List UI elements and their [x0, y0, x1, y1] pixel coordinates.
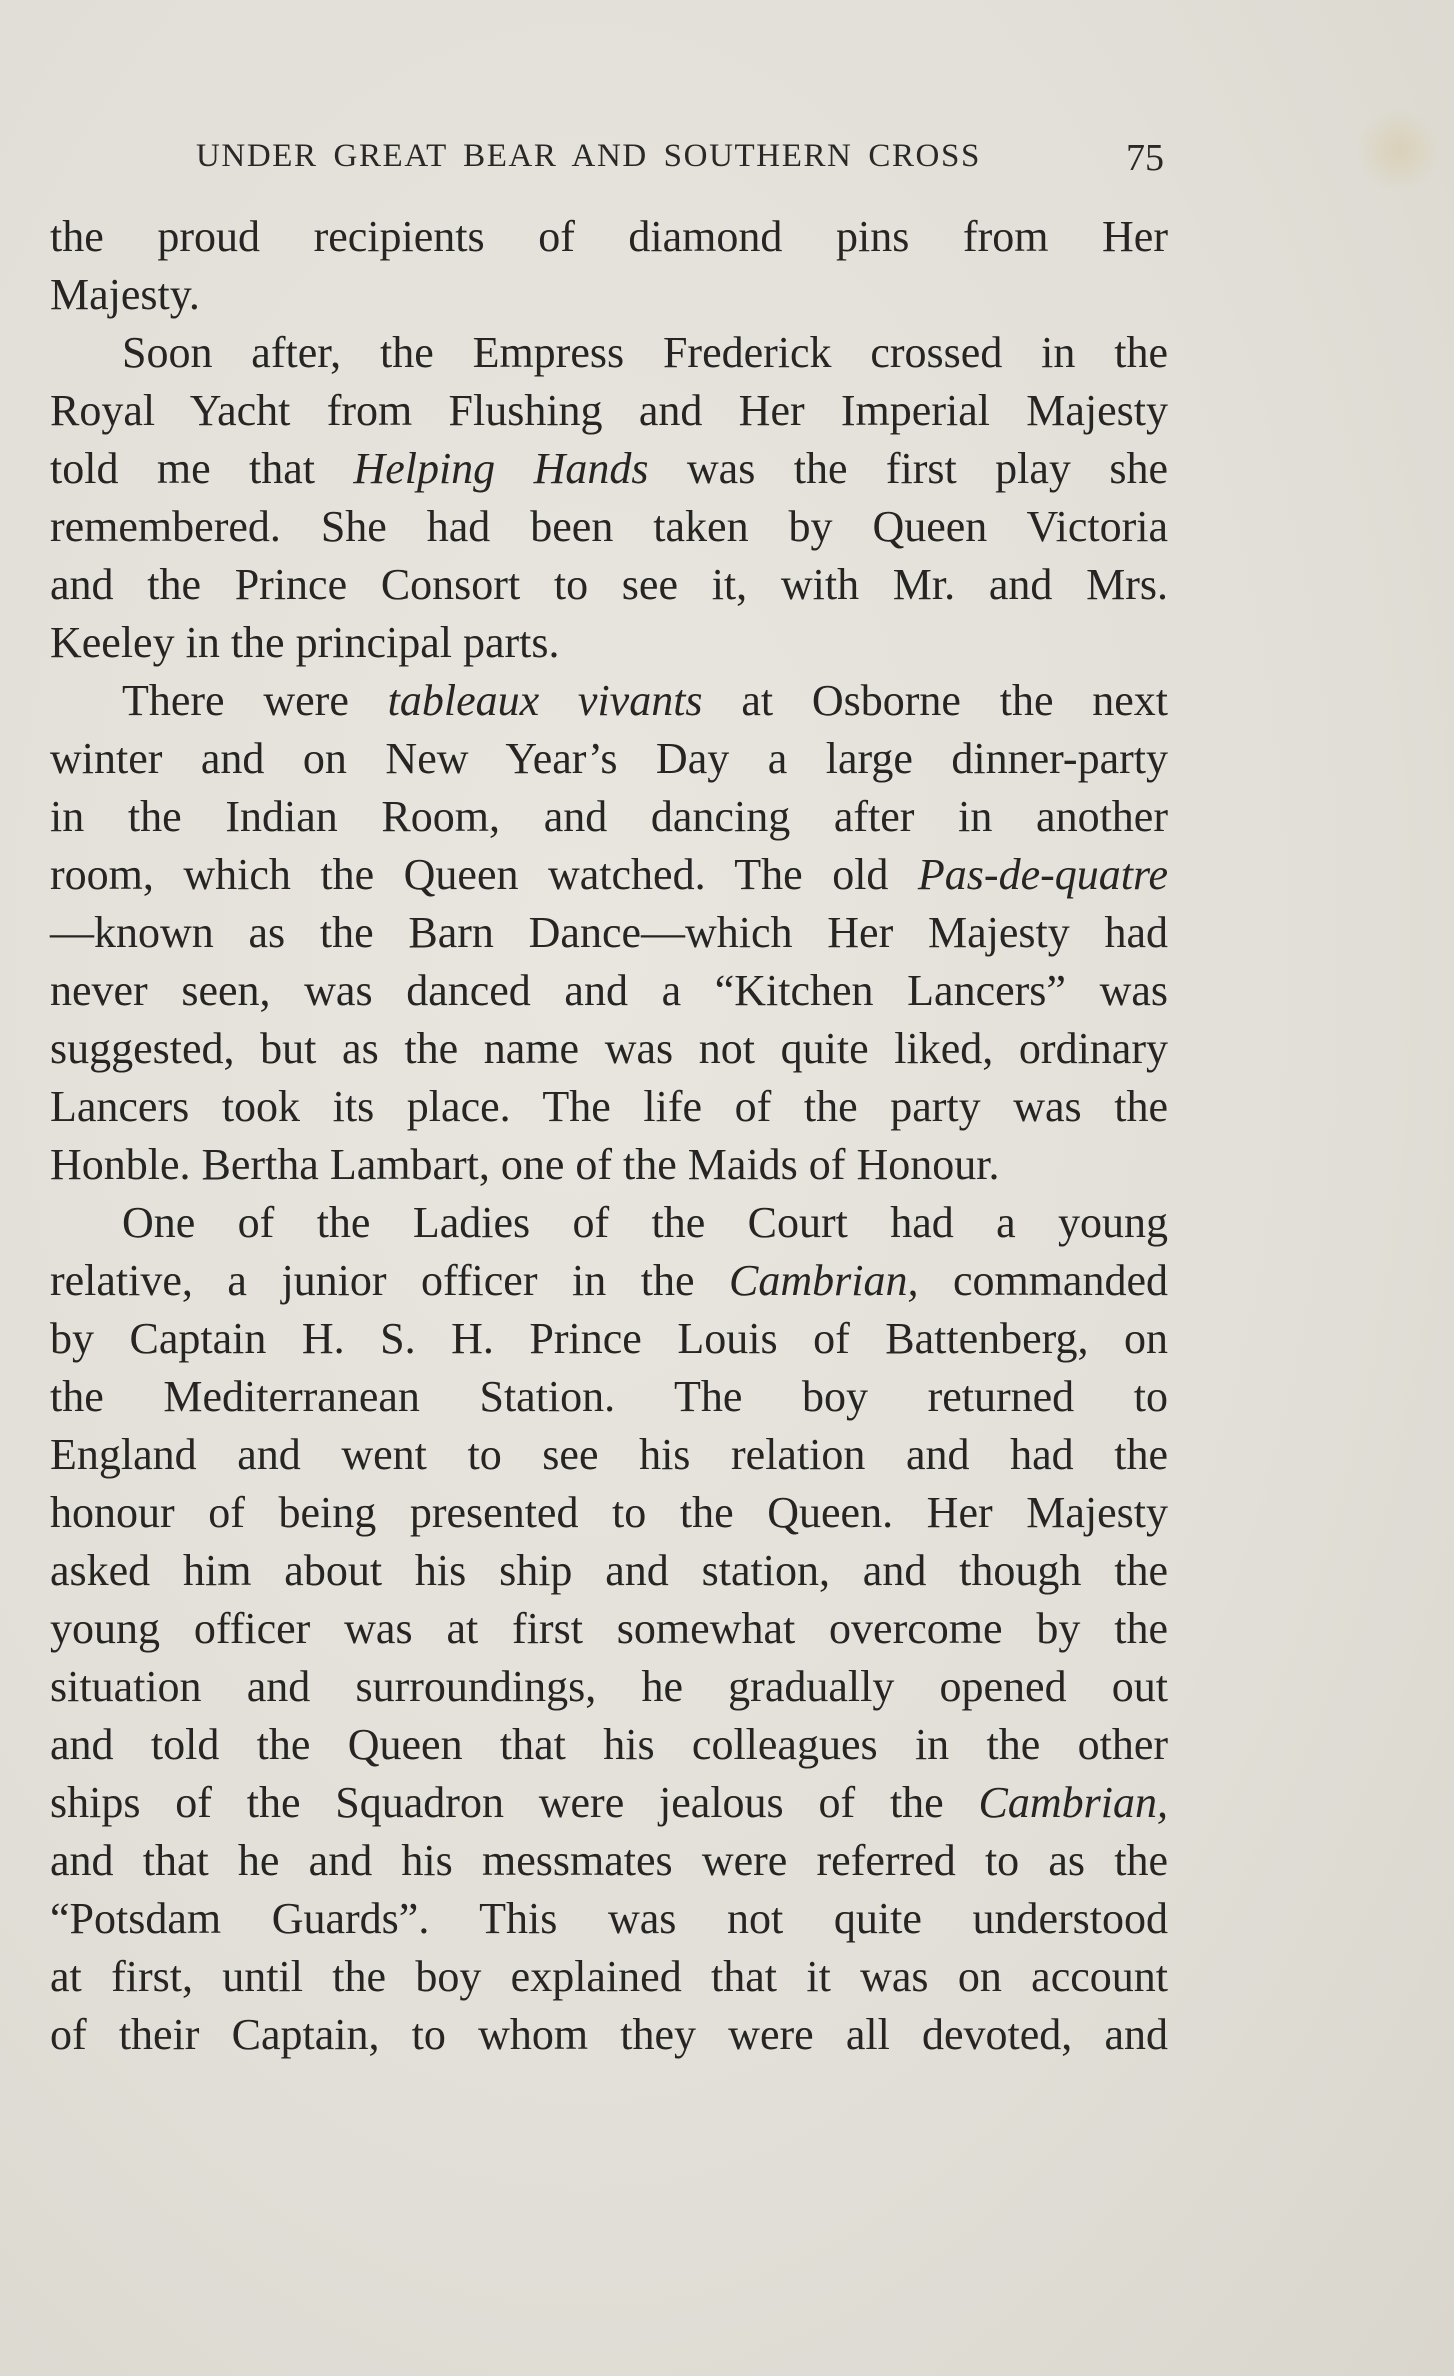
text-line [50, 1020, 1168, 1078]
text-line [50, 1484, 1168, 1542]
text-segment: in the Indian Room, and dancing after in another [50, 792, 1168, 841]
text-line [50, 1600, 1168, 1658]
text-segment: Keeley in the principal parts. [50, 618, 560, 667]
body-text [50, 208, 1168, 2064]
text-segment: by Captain H. S. H. Prince Louis of Battenberg, on [50, 1314, 1168, 1363]
text-line [50, 1716, 1168, 1774]
italic-text: Cambrian, [978, 1778, 1168, 1827]
text-line [50, 846, 1168, 904]
text-line [50, 2006, 1168, 2064]
text-segment: at first, until the boy explained that it was on account [50, 1952, 1168, 2001]
text-segment: at Osborne the next [702, 676, 1169, 725]
text-segment: Royal Yacht from Flushing and Her Imperial Majesty [50, 386, 1168, 435]
text-line [50, 1542, 1168, 1600]
text-segment: England and went to see his relation and had the [50, 1430, 1168, 1479]
text-line [50, 1832, 1168, 1890]
paper-stain [1354, 110, 1444, 190]
text-line [50, 1194, 1168, 1252]
text-segment: and that he and his messmates were referred to as the [50, 1836, 1168, 1885]
text-segment: asked him about his ship and station, and though the [50, 1546, 1168, 1595]
text-line [50, 1252, 1168, 1310]
page-number: 75 [1126, 137, 1164, 179]
text-segment: young officer was at first somewhat overcome by the [50, 1604, 1168, 1653]
text-line [50, 672, 1168, 730]
text-line [50, 1426, 1168, 1484]
text-line [50, 1774, 1168, 1832]
text-segment: Majesty. [50, 270, 200, 319]
running-head [196, 138, 1164, 182]
text-line [50, 788, 1168, 846]
text-line [50, 440, 1168, 498]
text-segment: was the first play she [648, 444, 1168, 493]
text-segment: honour of being presented to the Queen. Her Majesty [50, 1488, 1168, 1537]
italic-text: Cambrian, [728, 1256, 919, 1305]
text-segment: situation and surroundings, he gradually opened out [50, 1662, 1168, 1711]
italic-text: Pas-de-quatre [917, 850, 1168, 899]
text-line [50, 1890, 1168, 1948]
text-segment: the Mediterranean Station. The boy returned to [50, 1372, 1168, 1421]
text-line [50, 1310, 1168, 1368]
text-segment: remembered. She had been taken by Queen Victoria [50, 502, 1168, 551]
text-segment: “Potsdam Guards”. This was not quite understood [50, 1894, 1168, 1943]
text-segment: and told the Queen that his colleagues in the other [50, 1720, 1168, 1769]
text-segment: suggested, but as the name was not quite liked, ordinary [50, 1024, 1168, 1073]
text-line [50, 324, 1168, 382]
text-line [50, 208, 1168, 266]
text-segment: —known as the Barn Dance—which Her Majesty had [50, 908, 1168, 957]
text-line [50, 382, 1168, 440]
text-segment: commanded [918, 1256, 1168, 1305]
text-segment: Honble. Bertha Lambart, one of the Maids of Honour. [50, 1140, 1000, 1189]
text-line [50, 556, 1168, 614]
text-segment: told me that [50, 444, 354, 493]
text-segment: One of the Ladies of the Court had a young [122, 1198, 1168, 1247]
text-line [50, 1136, 1168, 1194]
text-segment: ships of the Squadron were jealous of the [50, 1778, 979, 1827]
text-line [50, 266, 1168, 324]
text-line [50, 1948, 1168, 2006]
text-line [50, 1078, 1168, 1136]
text-segment: the proud recipients of diamond pins from Her [50, 212, 1168, 261]
text-segment: of their Captain, to whom they were all devoted, and [50, 2010, 1168, 2059]
text-line [50, 730, 1168, 788]
text-segment: relative, a junior officer in the [50, 1256, 729, 1305]
text-segment: Lancers took its place. The life of the party was the [50, 1082, 1168, 1131]
text-segment: There were [122, 676, 388, 725]
text-line [50, 1368, 1168, 1426]
text-segment: never seen, was danced and a “Kitchen Lancers” was [50, 966, 1168, 1015]
text-line [50, 962, 1168, 1020]
text-segment: and the Prince Consort to see it, with Mr. and Mrs. [50, 560, 1168, 609]
text-segment: Soon after, the Empress Frederick crossed in the [122, 328, 1168, 377]
text-segment: room, which the Queen watched. The old [50, 850, 918, 899]
running-title: UNDER GREAT BEAR AND SOUTHERN CROSS [196, 138, 981, 174]
text-line [50, 904, 1168, 962]
text-line [50, 1658, 1168, 1716]
text-line [50, 614, 1168, 672]
italic-text: tableaux vivants [387, 676, 703, 725]
text-segment: winter and on New Year’s Day a large dinner-party [50, 734, 1168, 783]
text-line [50, 498, 1168, 556]
italic-text: Helping Hands [353, 444, 649, 493]
